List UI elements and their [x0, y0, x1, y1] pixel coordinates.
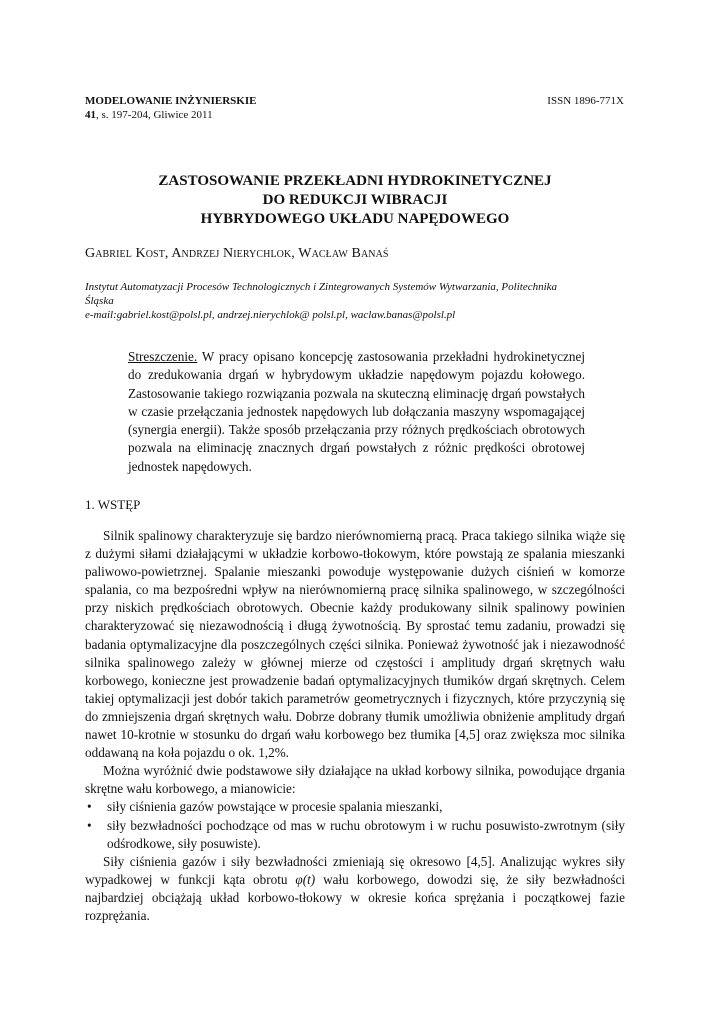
title-line-1: ZASTOSOWANIE PRZEKŁADNI HYDROKINETYCZNEJ [158, 173, 552, 189]
affiliation-line-1: Instytut Automatyzacji Procesów Technologicznych i Zintegrowanych Systemów Wytwarzania, Politechnika [85, 281, 558, 293]
section-body [85, 527, 625, 925]
paragraph-2: Można wyróżnić dwie podstawowe siły działające na układ korbowy silnika, powodujące drgania skrętne wału korbowego, a mianowicie: [85, 763, 625, 797]
list-item [87, 798, 625, 816]
authors: Gabriel Kost, Andrzej Nierychlok, Wacław Banaś [85, 246, 389, 261]
bullet-list [85, 798, 625, 852]
list-item-text: siły bezwładności pochodzące od mas w ruchu obrotowym i w ruchu posuwisto-zwrotnym (siły odśrodkowe, siły posuwiste). [107, 817, 625, 851]
title-line-3: HYBRYDOWEGO UKŁADU NAPĘDOWEGO [200, 211, 510, 227]
paragraph-3-end: wału korbowego, dowodzi się, że siły bezwładności najbardziej obciążają układ korbowo-tłokowy w okresie końca sprężania i początkowej fazie rozprężania. [85, 871, 625, 923]
bullet-icon: • [87, 799, 92, 815]
phi-symbol: φ(t) [295, 871, 316, 887]
abstract-label: Streszczenie. [128, 349, 198, 364]
journal-header [85, 94, 256, 122]
author-emails: e-mail:gabriel.kost@polsl.pl, andrzej.nierychlok@ polsl.pl, waclaw.banas@polsl.pl [85, 309, 456, 321]
section-heading: 1. WSTĘP [85, 497, 141, 512]
journal-name: MODELOWANIE INŻYNIERSKIE [85, 95, 257, 107]
bullet-icon: • [87, 817, 92, 833]
paragraph-1: Silnik spalinowy charakteryzuje się bardzo nierównomierną pracą. Praca takiego silnika wiąże się z dużymi siłami działającymi w układzie korbowo-tłokowym, które powstają ze spalania mieszanki paliwowo-powietrznej. Spalanie mieszanki powoduje występowanie dużych ciśnień w komorze spalania, co ma bezpośredni wpływ na nierównomierną pracę silnika spalinowego, w szczególności przy niskich prędkościach obrotowych. Obecnie każdy produkowany silnik spalinowy powinien charakteryzować się niezawodnością i długą żywotnością. By sprostać temu zadaniu, prowadzi się badania optymalizacyjne dla poszczególnych części silnika. Ponieważ żywotność jak i niezawodność silnika spalinowego zależy w głównej mierze od częstości i amplitudy drgań skrętnych wału korbowego, konieczne jest prowadzenie badań optymalizacyjnych tłumików drgań skrętnych. Celem takiej optymalizacji jest dobór takich parametrów geometrycznych i fizycznych, które przyczynią się do zmniejszenia drgań skrętnych wału. Dobrze dobrany tłumik umożliwia obniżenie amplitudy drgań nawet 10-krotnie w stosunku do drgań wału korbowego bez tłumika [4,5] oraz zwiększa moc silnika oddawaną na koła pojazdu o ok. 1,2%. [85, 528, 625, 761]
title-line-2: DO REDUKCJI WIBRACJI [262, 192, 448, 208]
journal-volume: 41 [85, 109, 96, 121]
journal-pages: , s. 197-204, Gliwice 2011 [96, 109, 213, 121]
list-item [87, 817, 625, 853]
list-item-text: siły ciśnienia gazów powstające w procesie spalania mieszanki, [107, 799, 443, 815]
paragraph-3-start: Siły ciśnienia gazów i siły bezwładności zmieniają się okresowo [4,5]. Analizując wykres siły wypadkowej w funkcji kąta obrotu [85, 853, 625, 887]
paper-title [85, 172, 625, 229]
affiliation-line-2: Śląska [85, 295, 114, 307]
paragraph-3 [85, 853, 625, 925]
abstract-text: W pracy opisano koncepcję zastosowania przekładni hydrokinetycznej do zredukowania drgań w hybrydowym układzie napędowym pojazdu kołowego. Zastosowanie takiego rozwiązania pozwala na skuteczną eliminację drgań powstałych w czasie przełączania jednostek napędowych lub dołączania maszyny wspomagającej (synergia energii). Także sposób przełączania przy różnych prędkościach obrotowych pozwala na eliminację znacznych drgań powstałych z różnic prędkości obrotowej jednostek napędowych. [128, 349, 585, 474]
affiliation [85, 280, 625, 322]
abstract [128, 348, 585, 476]
journal-issue [85, 108, 256, 122]
issn: ISSN 1896-771X [547, 95, 624, 107]
